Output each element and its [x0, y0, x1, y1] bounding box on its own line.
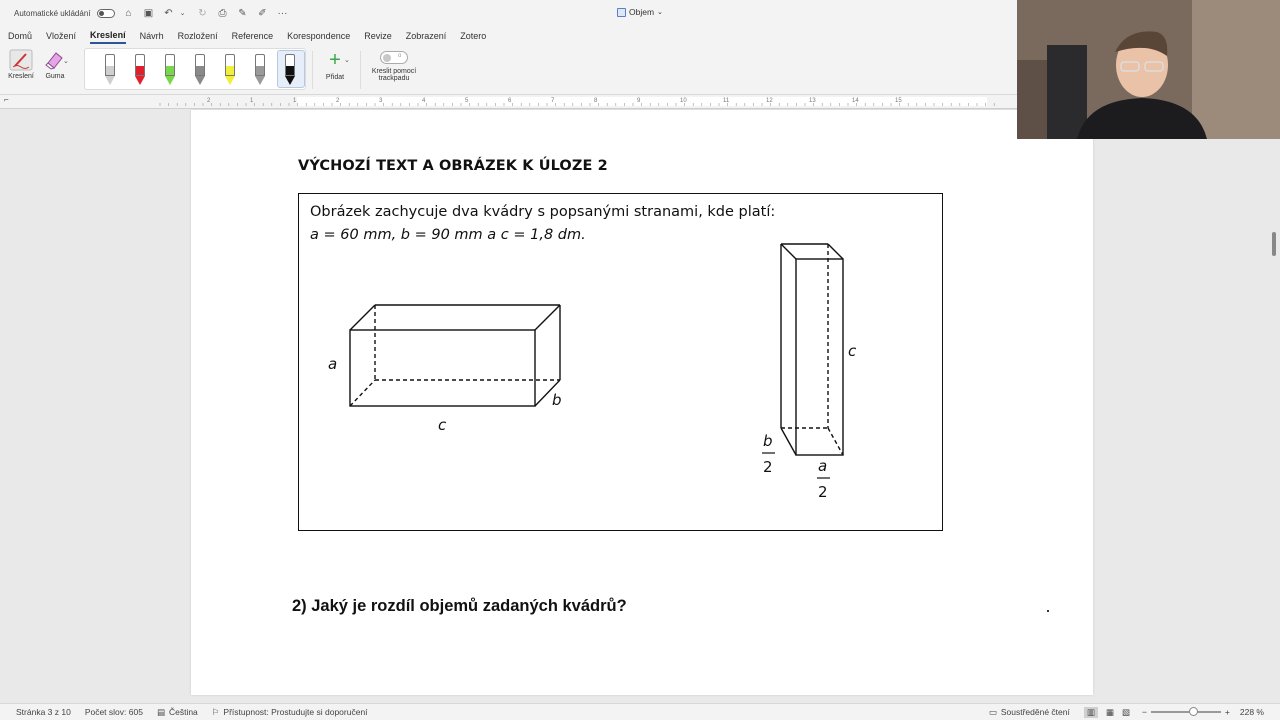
- vertical-scrollbar[interactable]: [1272, 232, 1276, 256]
- document-title-text: Objem: [629, 7, 655, 17]
- pen-gallery: [84, 48, 306, 90]
- figure-description: Obrázek zachycuje dva kvádry s popsanými stranami, kde platí:: [310, 204, 776, 220]
- redo-icon[interactable]: ↻: [198, 7, 207, 19]
- pen-icon[interactable]: ✎: [238, 7, 247, 19]
- trackpad-label-line2: trackpadu: [378, 75, 410, 82]
- figure-values: a = 60 mm, b = 90 mm a c = 1,8 dm.: [310, 227, 586, 243]
- ruler-number: 10: [680, 98, 687, 104]
- zoom-level[interactable]: 228 %: [1239, 707, 1264, 717]
- home-icon[interactable]: ⌂: [125, 7, 132, 19]
- tab-2[interactable]: Kreslení: [90, 28, 126, 44]
- label-c: c: [438, 416, 447, 434]
- zoom-slider[interactable]: [1151, 711, 1221, 713]
- accessibility-icon[interactable]: ⚐: [211, 706, 220, 717]
- ruler-number: 2: [336, 98, 340, 104]
- pen-1[interactable]: [133, 54, 147, 88]
- undo-icon[interactable]: ↶: [164, 7, 173, 19]
- pen-6[interactable]: [283, 54, 297, 88]
- more-icon[interactable]: ···: [277, 7, 288, 19]
- pen-4[interactable]: [223, 54, 237, 88]
- tab-9[interactable]: Zotero: [460, 30, 487, 41]
- fraction-a-denominator: 2: [818, 483, 828, 501]
- zoom-slider-thumb[interactable]: [1189, 707, 1198, 716]
- tab-4[interactable]: Rozložení: [177, 30, 218, 41]
- tab-8[interactable]: Zobrazení: [405, 30, 447, 41]
- zoom-in-icon[interactable]: +: [1224, 707, 1230, 717]
- tab-3[interactable]: Návrh: [139, 30, 164, 41]
- ruler-number: 9: [637, 98, 641, 104]
- tab-0[interactable]: Domů: [8, 30, 33, 41]
- cuboid-figures: [299, 194, 944, 532]
- ruler-number: 14: [852, 98, 859, 104]
- ruler-number: 8: [594, 98, 598, 104]
- ruler-number: 2: [207, 98, 211, 104]
- section-heading: VÝCHOZÍ TEXT A OBRÁZEK K ÚLOZE 2: [298, 158, 608, 174]
- chevron-down-icon[interactable]: ⌄: [179, 10, 186, 17]
- tab-5[interactable]: Reference: [231, 30, 274, 41]
- web-layout-view-icon[interactable]: ▦: [1105, 706, 1114, 717]
- ruler-number: 13: [809, 98, 816, 104]
- autosave-toggle[interactable]: [97, 9, 115, 18]
- ribbon-separator: [360, 51, 361, 89]
- label-b: b: [552, 391, 562, 409]
- ruler-number: 1: [250, 98, 254, 104]
- ribbon-separator: [312, 51, 313, 89]
- print-layout-view-icon[interactable]: ▥: [1084, 707, 1098, 718]
- chevron-down-icon[interactable]: ⌄: [344, 57, 350, 64]
- document-title[interactable]: [617, 7, 663, 17]
- horizontal-cuboid: [350, 305, 560, 406]
- fraction-b-denominator: 2: [763, 458, 773, 476]
- pen-5[interactable]: [253, 54, 267, 88]
- focus-mode-icon[interactable]: ▭: [988, 706, 997, 717]
- draw-with-trackpad-toggle[interactable]: [366, 51, 422, 82]
- chevron-down-icon: ⌄: [657, 9, 663, 16]
- webcam-overlay: [1017, 0, 1280, 139]
- zoom-out-icon[interactable]: −: [1141, 707, 1147, 717]
- pen-2[interactable]: [163, 54, 177, 88]
- fraction-b-numerator: b: [763, 432, 773, 450]
- tab-1[interactable]: Vložení: [46, 30, 77, 41]
- ruler-number: 1: [293, 98, 297, 104]
- ruler-ticks: [0, 95, 1017, 109]
- draw-button[interactable]: [6, 49, 36, 80]
- question-2: 2) Jaký je rozdíl objemů zadaných kvádrů?: [292, 597, 627, 615]
- ruler-number: 3: [379, 98, 383, 104]
- ruler-number: 5: [465, 98, 469, 104]
- document-icon: [617, 8, 626, 17]
- figure-box: [298, 193, 943, 531]
- ruler-number: 4: [422, 98, 426, 104]
- autosave-label: Automatické ukládání: [14, 8, 91, 18]
- pen-3[interactable]: [193, 54, 207, 88]
- ruler-number: 7: [551, 98, 555, 104]
- ruler-number: 11: [723, 98, 730, 104]
- check-edit-icon[interactable]: ✐: [258, 7, 267, 19]
- lasso-pen-icon: [9, 49, 33, 71]
- vertical-cuboid: [781, 244, 843, 455]
- trackpad-toggle-switch[interactable]: o: [380, 51, 408, 64]
- label-c-vertical: c: [848, 342, 857, 360]
- save-icon[interactable]: ▣: [143, 7, 154, 19]
- ruler-number: 6: [508, 98, 512, 104]
- language[interactable]: Čeština: [168, 707, 198, 717]
- word-count[interactable]: Počet slov: 605: [84, 707, 143, 717]
- fraction-a-numerator: a: [818, 457, 828, 475]
- eraser-label: Guma: [45, 73, 65, 80]
- tab-6[interactable]: Korespondence: [287, 30, 351, 41]
- horizontal-ruler[interactable]: [0, 95, 1017, 109]
- tab-stop-icon[interactable]: ⌐: [4, 95, 9, 104]
- plus-icon: +: [329, 49, 341, 71]
- draw-label: Kreslení: [8, 73, 34, 80]
- label-a: a: [328, 355, 338, 373]
- tab-7[interactable]: Revize: [364, 30, 392, 41]
- document-page[interactable]: [191, 110, 1093, 695]
- status-bar: [0, 703, 1280, 720]
- trackpad-label-line1: Kreslit pomocí: [371, 68, 417, 75]
- read-mode-view-icon[interactable]: ▧: [1121, 706, 1130, 717]
- chevron-down-icon[interactable]: ⌄: [63, 58, 69, 65]
- stray-dot: [1047, 610, 1049, 612]
- pen-0[interactable]: [103, 54, 117, 88]
- focus-mode[interactable]: Soustředěné čtení: [1000, 707, 1070, 717]
- webcam-video-frame: [1017, 0, 1280, 139]
- ruler-number: 15: [895, 98, 902, 104]
- ruler-number: 12: [766, 98, 773, 104]
- print-icon[interactable]: ⎙: [218, 7, 227, 19]
- proofing-icon[interactable]: ▤: [156, 706, 165, 717]
- accessibility-status[interactable]: Přístupnost: Prostudujte si doporučení: [223, 707, 368, 717]
- page-count[interactable]: Stránka 3 z 10: [16, 707, 71, 717]
- add-label: Přidat: [325, 74, 345, 81]
